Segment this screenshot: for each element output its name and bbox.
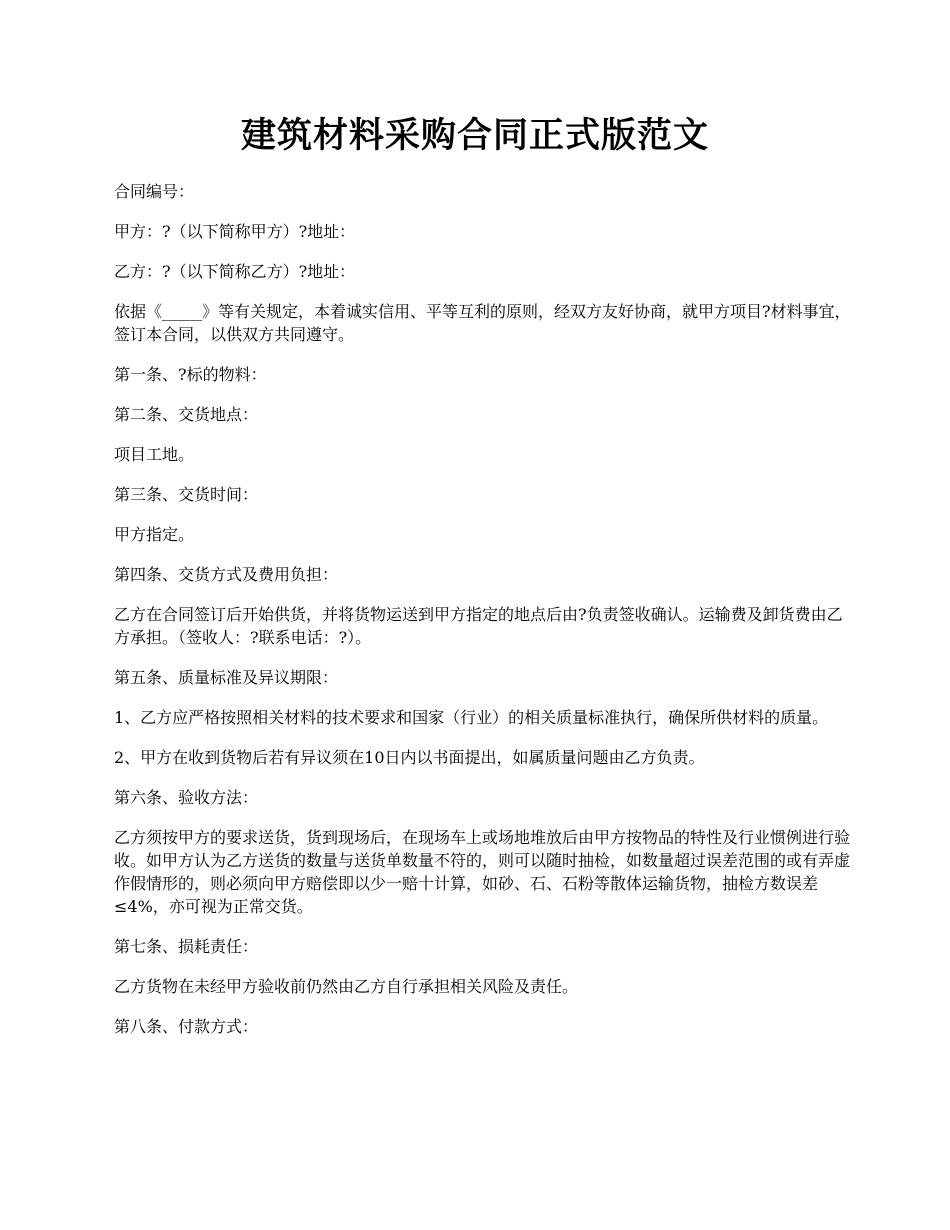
article-3-body: 甲方指定。 (114, 525, 195, 544)
document-body (114, 180, 854, 1055)
article-4-body: 乙方在合同签订后开始供货，并将货物运送到甲方指定的地点后由?负责签收确认。运输费及卸货费由乙方承担。（签收人：?联系电话：?）。 (114, 605, 843, 647)
article-5-heading: 第五条、质量标准及异议期限： (114, 668, 339, 687)
article-7-heading: 第七条、损耗责任： (114, 937, 259, 956)
article-1-heading: 第一条、?标的物料： (114, 365, 267, 384)
article-4-heading: 第四条、交货方式及费用负担： (114, 565, 339, 584)
article-2-body: 项目工地。 (114, 445, 195, 464)
article-5-item-1: 1、乙方应严格按照相关材料的技术要求和国家（行业）的相关质量标准执行，确保所供材料的质量。 (114, 708, 829, 727)
article-5-item-2: 2、甲方在收到货物后若有异议须在10日内以书面提出，如属质量问题由乙方负责。 (114, 748, 705, 767)
article-2-heading: 第二条、交货地点： (114, 405, 259, 424)
article-7-body: 乙方货物在未经甲方验收前仍然由乙方自行承担相关风险及责任。 (114, 977, 579, 996)
article-8-heading: 第八条、付款方式： (114, 1017, 259, 1036)
document-title: 建筑材料采购合同正式版范文 (240, 115, 709, 156)
party-a-line: 甲方：?（以下简称甲方）?地址： (114, 222, 356, 241)
article-6-body: 乙方须按甲方的要求送货，货到现场后，在现场车上或场地堆放后由甲方按物品的特性及行业惯例进行验收。如甲方认为乙方送货的数量与送货单数量不符的，则可以随时抽检，如数量超过误差范围的或有弄虚作假情形的，则必须向甲方赔偿即以少一赔十计算，如砂、石、石粉等散体运输货物，抽检方数误差≤4%，亦可视为正常交货。 (114, 828, 851, 916)
article-6-heading: 第六条、验收方法： (114, 788, 259, 807)
contract-number-line: 合同编号： (114, 182, 195, 201)
article-3-heading: 第三条、交货时间： (114, 485, 259, 504)
preamble-paragraph: 依据《_____》等有关规定，本着诚实信用、平等互利的原则，经双方友好协商，就甲方项目?材料事宜，签订本合同，以供双方共同遵守。 (114, 302, 851, 344)
party-b-line: 乙方：?（以下简称乙方）?地址： (114, 262, 356, 281)
